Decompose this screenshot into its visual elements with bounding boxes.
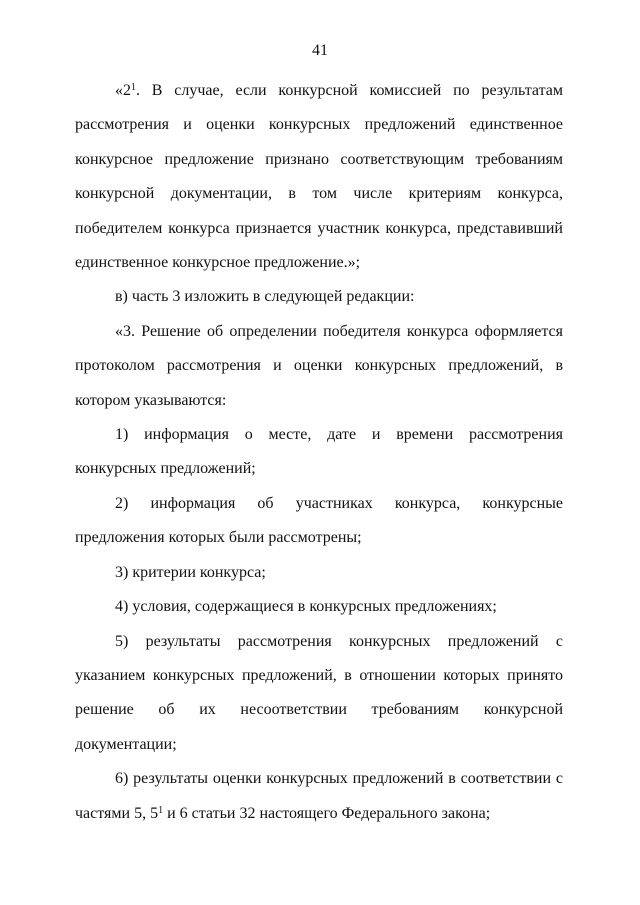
paragraph-3: «3. Решение об определении победителя конкурса оформляется протоколом рассмотрения и оценки конкурсных предложений, в котором указываются: — [75, 322, 563, 409]
superscript: 1 — [131, 82, 136, 93]
list-item-5: 5) результаты рассмотрения конкурсных предложений с указанием конкурсных предложений, в отношении которых принято решение об их несоответствии требованиям конкурсной документации; — [75, 632, 563, 753]
list-item-6: 6) результаты оценки конкурсных предложений в соответствии с частями 5, $5^1$ и 6 статьи 32 настоящего Федерального закона; — [75, 770, 563, 822]
paragraph-amendment-c: в) часть 3 изложить в следующей редакции: — [115, 288, 415, 306]
document-body — [75, 74, 563, 831]
page-number: 41 — [312, 42, 328, 59]
list-item-4: 4) условия, содержащиеся в конкурсных предложениях; — [115, 598, 497, 616]
paragraph-2-1: «$2^1$. В случае, если конкурсной комиссией по результатам рассмотрения и оценки конкурсных предложений единственное конкурсное предложение признано соответствующим требованиям конкурсной документации, в том числе критериям конкурса, победителем конкурса признается участник конкурса, представивший единственное конкурсное предложение.»; — [75, 82, 563, 272]
list-item-1: 1) информация о месте, дате и времени рассмотрения конкурсных предложений; — [75, 426, 563, 478]
list-item-2: 2) информация об участниках конкурса, конкурсные предложения которых были рассмотрены; — [75, 494, 563, 547]
superscript: 1 — [158, 804, 164, 816]
list-item-3: 3) критерии конкурса; — [115, 563, 266, 581]
